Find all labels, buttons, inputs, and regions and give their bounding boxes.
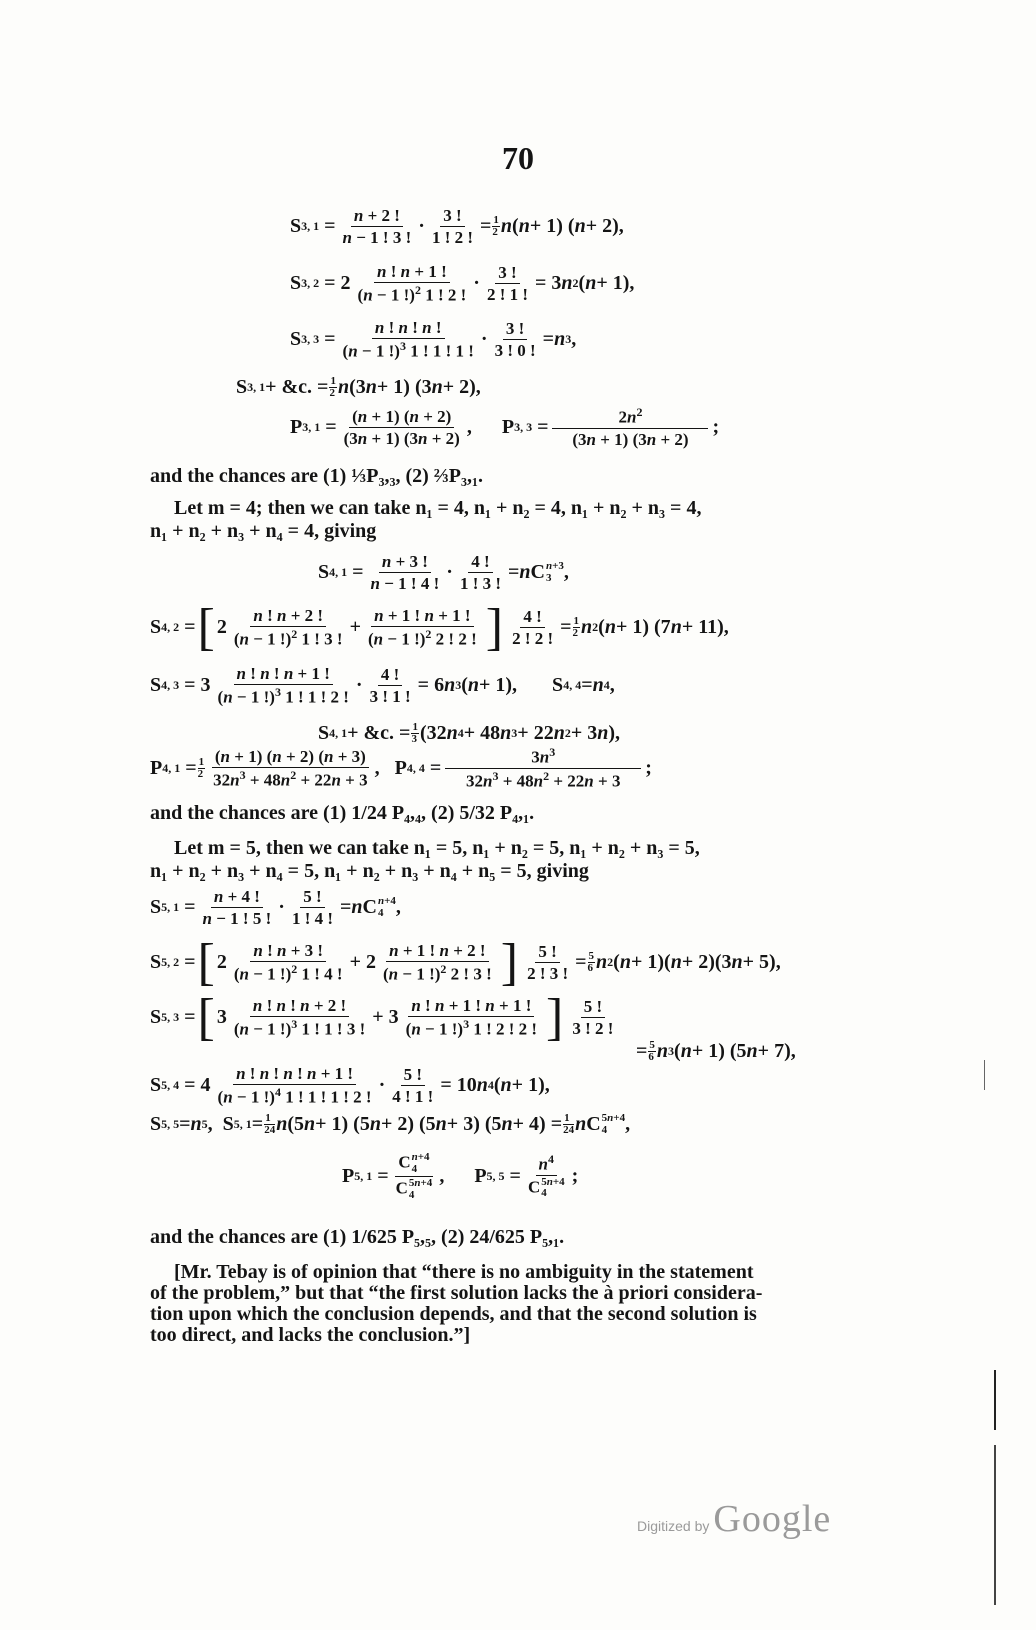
equation-p3: P 3, 1 = $\frac{(n + 1) (n + 2)}{(3n + 1) (3n + 2)}$ , P 3, 3 = $\frac{2n^2}{(3n + 1) (3n + 2)}$ ;: [290, 405, 720, 449]
note-line-2: of the problem,” but that “the first solution lacks the à priori considera-: [150, 1282, 763, 1304]
equation-s33: S 3, 3 = $\frac{n ! n ! n !}{(n - 1 !)^3 1 ! 1 ! 1 !}$ · $\frac{3 !}{3 ! 0 !}$ = n 3 ,: [290, 318, 577, 361]
equation-s41: S 4, 1 = $\frac{n + 3 !}{n - 1 ! 4 !}$ · $\frac{4 !}{1 ! 3 !}$ = n C n+3 3 ,: [318, 552, 569, 594]
equation-s4sum: S 4, 1 + &c. = 1 3 (32 n 4 + 48 n 3 + 22 n 2 + 3 n ),: [318, 721, 621, 745]
note-line-1: [Mr. Tebay is of opinion that “there is no ambiguity in the statement: [174, 1261, 754, 1283]
equation-s3sum: S 3, 1 + &c. = 1 2 n (3 n + 1) (3 n + 2),: [236, 375, 481, 399]
digitized-label: Digitized by: [637, 1518, 710, 1534]
let-m5-line-1: Let m = 5, then we can take n₁ = 5, n₁ + n₂ = 5, n₁ + n₂ + n₃ = 5,: [174, 837, 700, 859]
google-logo: Google: [713, 1498, 832, 1540]
digitized-by-google-watermark: [637, 1497, 831, 1541]
note-line-3: tion upon which the conclusion depends, and that the second solution is: [150, 1303, 757, 1325]
equation-s42: S 4, 2 = [ 2 $\frac{n ! n + 2 !}{(n - 1 !)^2 1 ! 3 !}$ + $\frac{n + 1 ! n + 1 !}{(n - 1 !)^2 2 ! 2 !}$ ] $\frac{4 !}{2 ! 2 !}$ = 1 2 n 2 ( n + 1) (7 n + 11),: [150, 598, 729, 656]
page-number: 70: [502, 140, 534, 176]
equation-s53: S 5, 3 = [ 3 $\frac{n ! n ! n + 2 !}{(n - 1 !)^3 1 ! 1 ! 3 !}$ + 3 $\frac{n ! n + 1 ! n + 1 !}{(n - 1 !)^3 1 ! 2 ! 2 !}$ ] $\frac{5 !}{3 ! 2 !}$: [150, 988, 614, 1046]
scan-edge-mark: [984, 1060, 985, 1090]
equation-s51: S 5, 1 = $\frac{n + 4 !}{n - 1 ! 5 !}$ · $\frac{5 !}{1 ! 4 !}$ = n C n+4 4 ,: [150, 887, 401, 929]
equation-s52: S 5, 2 = [ 2 $\frac{n ! n + 3 !}{(n - 1 !)^2 1 ! 4 !}$ + 2 $\frac{n + 1 ! n + 2 !}{(n - 1 !)^2 2 ! 3 !}$ ] $\frac{5 !}{2 ! 3 !}$ = 5 6 n 2 ( n + 1)( n + 2)(3 n + 5),: [150, 933, 781, 991]
chances-m5: and the chances are (1) 1/625 P₅,₅, (2) 24/625 P₅,₁.: [150, 1226, 565, 1248]
equation-s31: S 3, 1 = $\frac{n + 2 !}{n - 1 ! 3 !}$ · $\frac{3 !}{1 ! 2 !}$ = 1 2 n ( n + 1) ( n + 2),: [290, 206, 624, 248]
scan-edge-mark: [994, 1445, 996, 1605]
equation-s55: S 5, 5 = n 5 , S 5, 1 = 1 24 n (5 n + 1) (5 n + 2) (5 n + 3) (5 n + 4) = 1 24 n C 5n+4 4 ,: [150, 1112, 631, 1137]
scan-edge-mark: [994, 1370, 996, 1430]
equation-p4: P 4, 1 = 1 2 $\frac{(n + 1) (n + 2) (n + 3)}{32n^3 + 48n^2 + 22n + 3}$ , P 4, 4 = $\frac{3n^3}{32n^3 + 48n^2 + 22n + 3}$ ;: [150, 745, 652, 791]
note-line-4: too direct, and lacks the conclusion.”]: [150, 1324, 471, 1346]
let-m4-line-1: Let m = 4; then we can take n₁ = 4, n₁ + n₂ = 4, n₁ + n₂ + n₃ = 4,: [174, 497, 702, 519]
equation-s32: S 3, 2 = 2 $\frac{n ! n + 1 !}{(n - 1 !)^2 1 ! 2 !}$ · $\frac{3 !}{2 ! 1 !}$ = 3 n 2 ( n + 1),: [290, 262, 635, 305]
chances-m4: and the chances are (1) 1/24 P₄,₄, (2) 5/32 P₄,₁.: [150, 802, 535, 824]
chances-m3: and the chances are (1) ⅓P₃,₃, (2) ⅔P₃,₁.: [150, 465, 484, 487]
equation-s53-result: = 5 6 n 3 ( n + 1) (5 n + 7),: [636, 1039, 796, 1063]
let-m4-line-2: n₁ + n₂ + n₃ + n₄ = 4, giving: [150, 520, 377, 542]
let-m5-line-2: n₁ + n₂ + n₃ + n₄ = 5, n₁ + n₂ + n₃ + n₄ + n₅ = 5, giving: [150, 860, 589, 882]
equation-s43: S 4, 3 = 3 $\frac{n ! n ! n + 1 !}{(n - 1 !)^3 1 ! 1 ! 2 !}$ · $\frac{4 !}{3 ! 1 !}$ = 6 n 3 ( n + 1), S 4, 4 = n 4 ,: [150, 664, 615, 707]
equation-p5: P 5, 1 = C n+4 4 C 5n+4 4 , P 5, 5 = $n^4$ C 5n+4 4 ;: [342, 1151, 579, 1201]
equation-s54: S 5, 4 = 4 $\frac{n ! n ! n ! n + 1 !}{(n - 1 !)^4 1 ! 1 ! 1 ! 2 !}$ · $\frac{5 !}{4 ! 1 !}$ = 10 n 4 ( n + 1),: [150, 1064, 550, 1107]
